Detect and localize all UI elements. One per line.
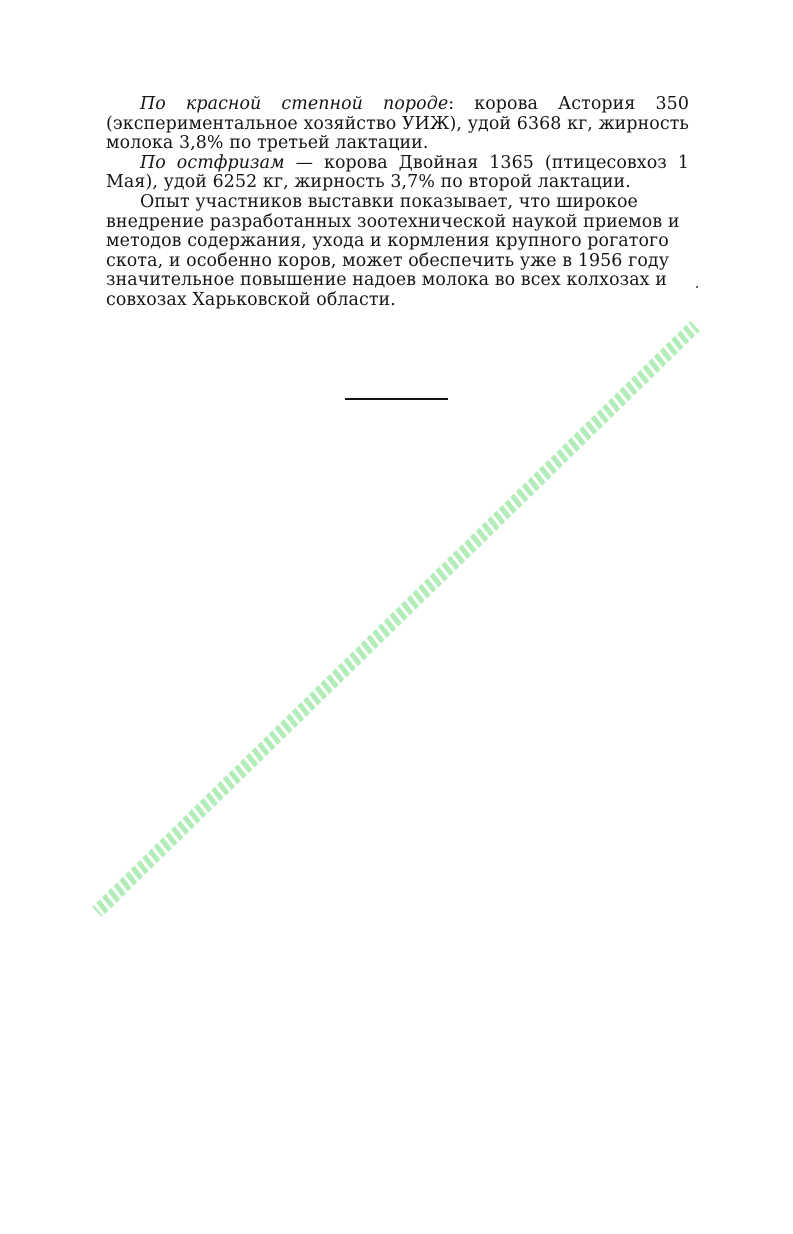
breed-heading-red-steppe: По красной степной породе: [140, 94, 449, 114]
paragraph-conclusion: [106, 193, 689, 311]
stray-mark: [696, 286, 698, 288]
breed-heading-ostfriz: По остфризам: [140, 152, 285, 173]
paragraph-text: Опыт участников выставки показывает, что широкое внедрение разработанных зоотехнической наукой приемов и методов содержания, ухода и кормления крупного рогатого скота, и особенно коров, может обеспечить уже в 1956 году значительное повышение надоев молока во всех колхозах и совхозах Харьковской области.: [106, 191, 680, 310]
paragraph-text: — корова Двойная 1365 (птицесовхоз 1 Мая), удой 6252 кг, жирность 3,7% по второй лактации.: [106, 152, 689, 193]
paragraph-ostfriz-breed: [106, 154, 689, 193]
watermark-stripe: [97, 326, 695, 912]
paragraph-text: : корова Астория 350 (экспериментальное хозяйство УИЖ), удой 6368 кг, жирность молока 3,8% по третьей лактации.: [106, 94, 689, 154]
body-text: [106, 95, 689, 311]
paragraph-red-steppe-breed: [106, 95, 689, 154]
section-divider: [345, 398, 448, 400]
